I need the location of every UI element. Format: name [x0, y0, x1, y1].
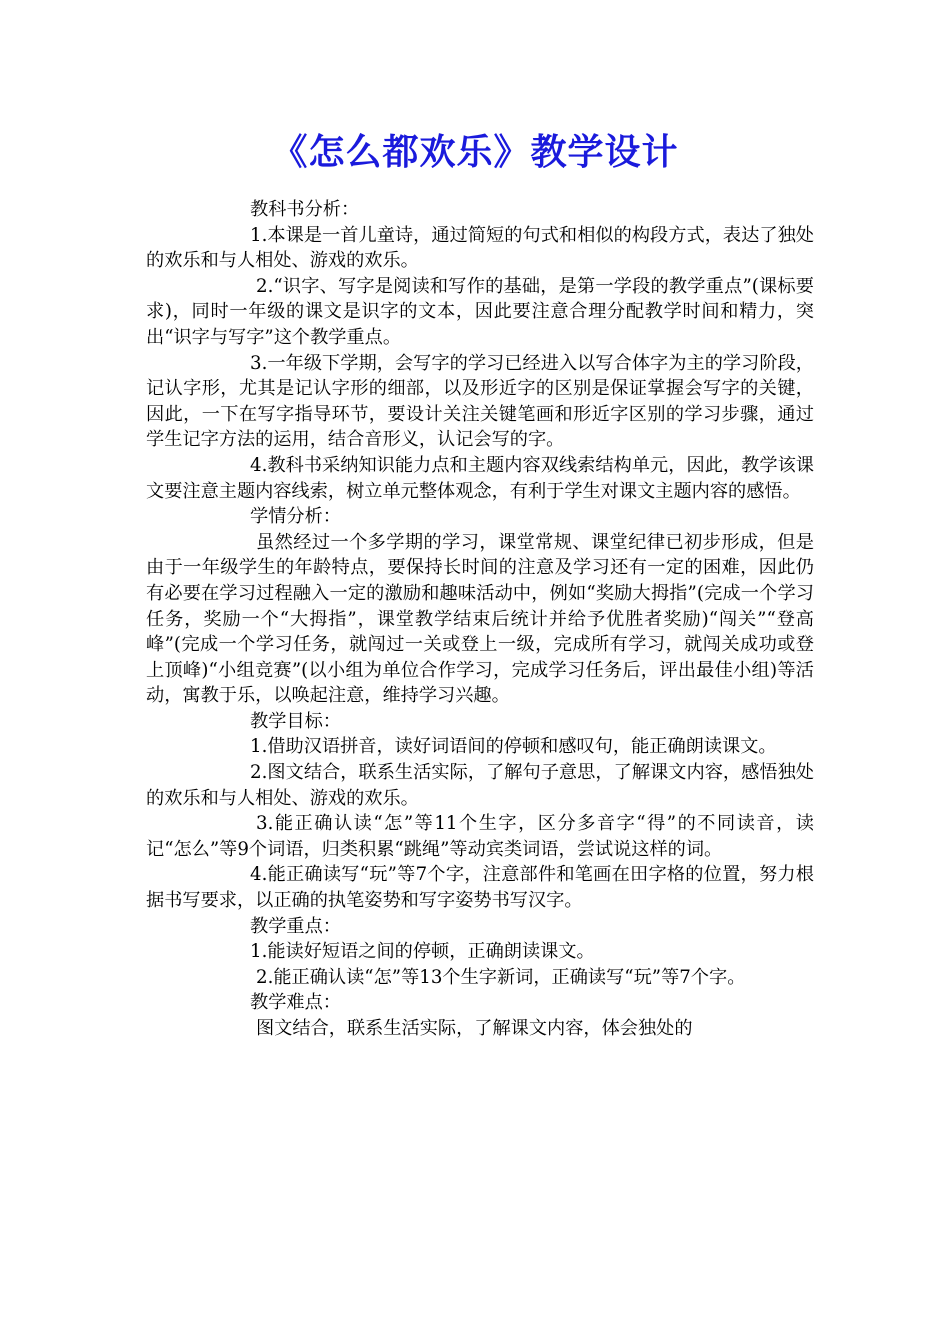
paragraph: 1.能读好短语之间的停顿，正确朗读课文。 [250, 941, 595, 963]
paragraph: 2.能正确认读“怎”等13个生字新词，正确读写“玩”等7个字。 [256, 966, 746, 988]
paragraph: 教学目标： [250, 710, 341, 732]
paragraph: 图文结合，联系生活实际，了解课文内容，体会独处的 [256, 1018, 693, 1039]
document-title: 《怎么都欢乐》教学设计 [271, 131, 679, 173]
paragraph: 1.借助汉语拼音，读好词语间的停顿和感叹句，能正确朗读课文。 [250, 736, 777, 758]
paragraph: 3.一年级下学期，会写字的学习已经进入以写合体字为主的学习阶段，记认字形，尤其是记认字形的细部，以及形近字的区别是保证掌握会写字的关键，因此，一下在写字指导环节，要设计关注关键笔画和形近字区别的学习步骤，通过学生记字方法的运用，结合音形义，认记会写的字。 [146, 352, 814, 451]
paragraph: 1.本课是一首儿童诗，通过简短的句式和相似的构段方式，表达了独处的欢乐和与人相处、游戏的欢乐。 [146, 224, 814, 272]
paragraph: 教学重点： [250, 915, 341, 937]
paragraph: 学情分析： [250, 506, 341, 528]
paragraph: 教学难点： [250, 992, 341, 1014]
paragraph: 教科书分析： [250, 199, 360, 220]
paragraph: 4.能正确读写“玩”等7个字，注意部件和笔画在田字格的位置，努力根据书写要求，以正确的执笔姿势和写字姿势书写汉字。 [146, 864, 814, 912]
paragraph: 2.“识字、写字是阅读和写作的基础，是第一学段的教学重点”(课标要求)，同时一年级的课文是识字的文本，因此要注意合理分配教学时间和精力，突出“识字与写字”这个教学重点。 [146, 275, 814, 348]
paragraph: 虽然经过一个多学期的学习，课堂常规、课堂纪律已初步形成，但是由于一年级学生的年龄特点，要保持长时间的注意及学习还有一定的困难，因此仍有必要在学习过程融入一定的激励和趣味活动中，例如“奖励大拇指”(完成一个学习任务，奖励一个“大拇指”，课堂教学结束后统计并给予优胜者奖励)“闯关”“登高峰”(完成一个学习任务，就闯过一关或登上一级，完成所有学习，就闯关成功或登上顶峰)“小组竞赛”(以小组为单位合作学习，完成学习任务后，评出最佳小组)等活动，寓教于乐，以唤起注意，维持学习兴趣。 [146, 531, 814, 707]
paragraph: 4.教科书采纳知识能力点和主题内容双线索结构单元，因此，教学该课文要注意主题内容线索，树立单元整体观念，有利于学生对课文主题内容的感悟。 [146, 454, 814, 502]
paragraph: 3.能正确认读“怎”等11个生字，区分多音字“得”的不同读音，读记“怎么”等9个词语，归类积累“跳绳”等动宾类词语，尝试说这样的词。 [146, 813, 814, 860]
document-body [146, 197, 814, 1042]
paragraph: 2.图文结合，联系生活实际，了解句子意思，了解课文内容，感悟独处的欢乐和与人相处、游戏的欢乐。 [146, 762, 814, 809]
